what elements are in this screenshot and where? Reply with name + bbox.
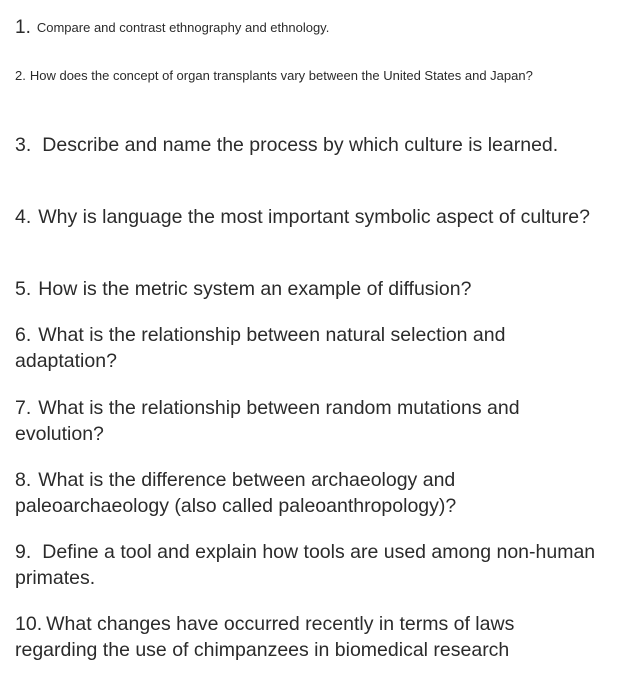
question-text: What is the relationship between natural selection and adaptation? [15, 324, 506, 372]
question-number: 8. [15, 469, 32, 491]
question-number: 2. [15, 68, 26, 83]
question-text: What changes have occurred recently in terms of laws regarding the use of chimpanzees in biomedical research [15, 613, 515, 661]
question-number: 10. [15, 613, 43, 635]
question-text: What is the relationship between random mutations and evolution? [15, 397, 520, 445]
question-text: How is the metric system an example of diffusion? [38, 278, 472, 300]
question-text: Why is language the most important symbolic aspect of culture? [38, 206, 590, 228]
question-text: Compare and contrast ethnography and ethnology. [36, 20, 330, 35]
question-number: 7. [15, 397, 32, 419]
question-8 [15, 467, 600, 519]
question-number: 1. [15, 17, 31, 38]
question-text: How does the concept of organ transplants vary between the United States and Japan? [29, 68, 533, 83]
question-7 [15, 395, 600, 447]
question-text: Describe and name the process by which culture is learned. [42, 134, 559, 156]
question-5 [15, 276, 600, 302]
question-number: 5. [15, 278, 32, 300]
question-4 [15, 204, 600, 230]
question-9 [15, 539, 600, 591]
question-text: Define a tool and explain how tools are used among non-human primates. [15, 541, 596, 589]
question-2 [15, 63, 575, 89]
question-number: 3. [15, 134, 32, 156]
question-6 [15, 322, 600, 374]
question-number: 6. [15, 324, 32, 346]
question-number: 9. [15, 541, 32, 563]
question-number: 4. [15, 206, 32, 228]
question-1 [15, 16, 329, 40]
question-text: What is the difference between archaeology and paleoarchaeology (also called paleoanthropology)? [15, 469, 457, 517]
question-10 [15, 611, 600, 663]
question-3 [15, 132, 600, 158]
